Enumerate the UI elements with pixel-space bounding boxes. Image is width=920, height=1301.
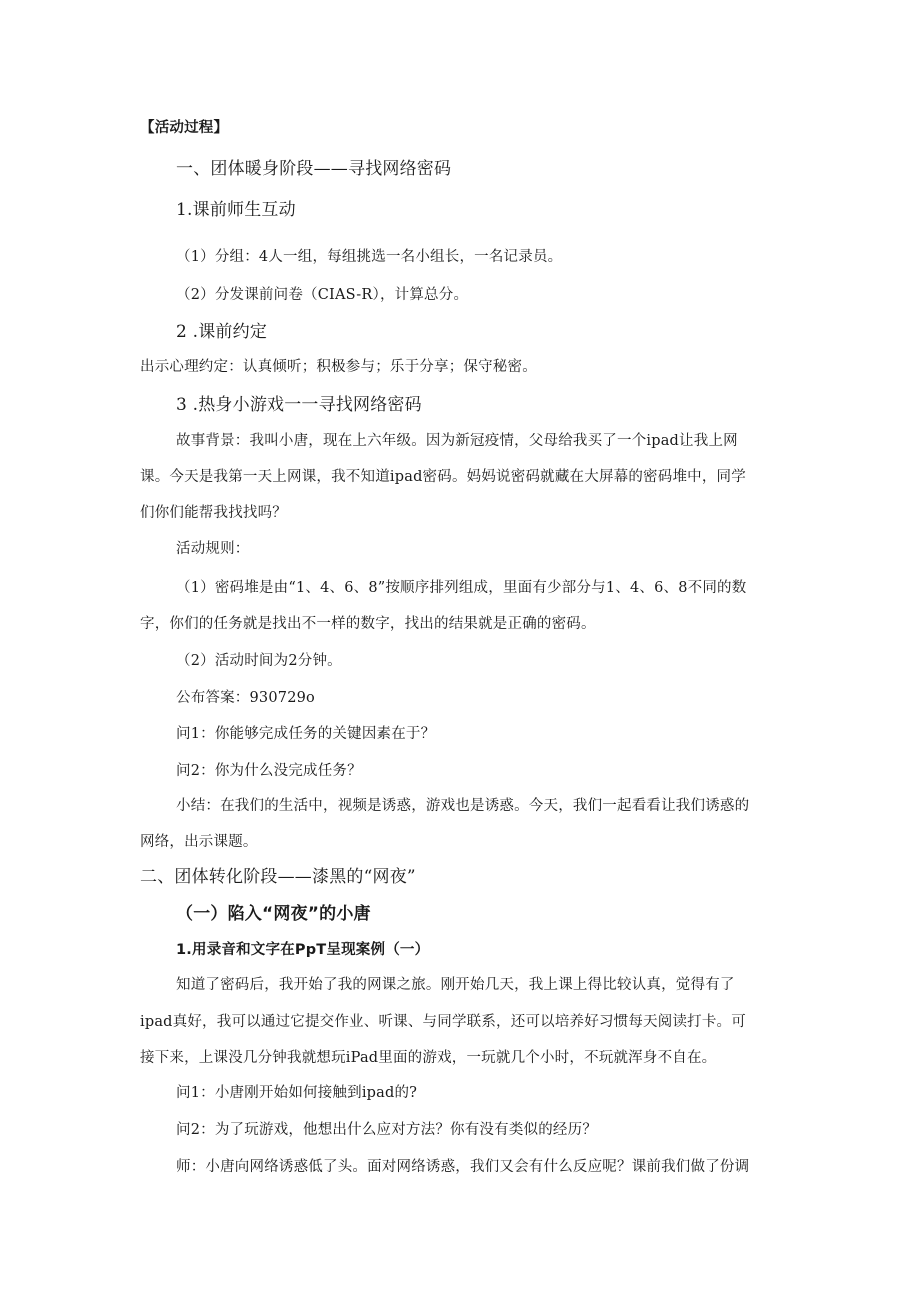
summary-line-1: 小结：在我们的生活中，视频是诱惑，游戏也是诱惑。今天，我们一起看看让我们诱惑的 [176, 798, 750, 814]
summary-line-2: 网络，出示课题。 [140, 834, 258, 850]
case-line-2: ipad真好，我可以通过它提交作业、听课、与同学联系，还可以培养好习惯每天阅读打卡。可 [140, 1014, 746, 1030]
rule2: （2）活动时间为2分钟。 [176, 653, 342, 669]
story-line-2: 课。今天是我第一天上网课，我不知道ipad密码。妈妈说密码就藏在大屏幕的密码堆中，同学 [140, 469, 746, 485]
question-1: 问1：你能够完成任务的关键因素在于？ [176, 726, 436, 742]
section1-title: 1.课前师生互动 [176, 200, 296, 220]
section2-title: 2 .课前约定 [176, 322, 268, 342]
rules-label: 活动规则： [176, 541, 250, 557]
section3-title: 3 .热身小游戏一一寻找网络密码 [176, 395, 422, 415]
case-question-2: 问2：为了玩游戏，他想出什么应对方法？你有没有类似的经历？ [176, 1122, 598, 1138]
story-line-1: 故事背景：我叫小唐，现在上六年级。因为新冠疫情，父母给我买了一个ipad让我上网 [176, 433, 738, 449]
question-2: 问2：你为什么没完成任务？ [176, 763, 362, 779]
s1-item2: （2）分发课前问卷（CIAS-R），计算总分。 [176, 287, 469, 303]
case-line-3: 接下来，上课没几分钟我就想玩iPad里面的游戏，一玩就几个小时，不玩就浑身不自在。 [140, 1050, 717, 1066]
answer: 公布答案：930729o [176, 690, 315, 706]
part2-heading: 二、团体转化阶段——漆黑的“网夜” [140, 867, 416, 887]
part2-sub1-title: （一）陷入“网夜”的小唐 [176, 904, 371, 924]
s2-text: 出示心理约定：认真倾听；积极参与；乐于分享；保守秘密。 [140, 359, 537, 375]
teacher-line: 师：小唐向网络诱惑低了头。面对网络诱惑，我们又会有什么反应呢？课前我们做了份调 [176, 1159, 750, 1175]
story-line-3: 们你们能帮我找找吗？ [140, 505, 287, 521]
rule1-line-1: （1）密码堆是由“1、4、6、8”按顺序排列组成，里面有少部分与1、4、6、8不同的数 [176, 580, 747, 596]
s1-item1: （1）分组：4人一组，每组挑选一名小组长，一名记录员。 [176, 249, 563, 265]
part1-heading: 一、团体暖身阶段——寻找网络密码 [176, 159, 452, 179]
case-question-1: 问1：小唐刚开始如何接触到ipad的? [176, 1085, 418, 1101]
case-title: 1.用录音和文字在PpT呈现案例（一） [176, 942, 430, 958]
case-line-1: 知道了密码后，我开始了我的网课之旅。刚开始几天，我上课上得比较认真，觉得有了 [176, 977, 735, 993]
rule1-line-2: 字，你们的任务就是找出不一样的数字，找出的结果就是正确的密码。 [140, 616, 596, 632]
activity-title: 【活动过程】 [140, 119, 229, 136]
